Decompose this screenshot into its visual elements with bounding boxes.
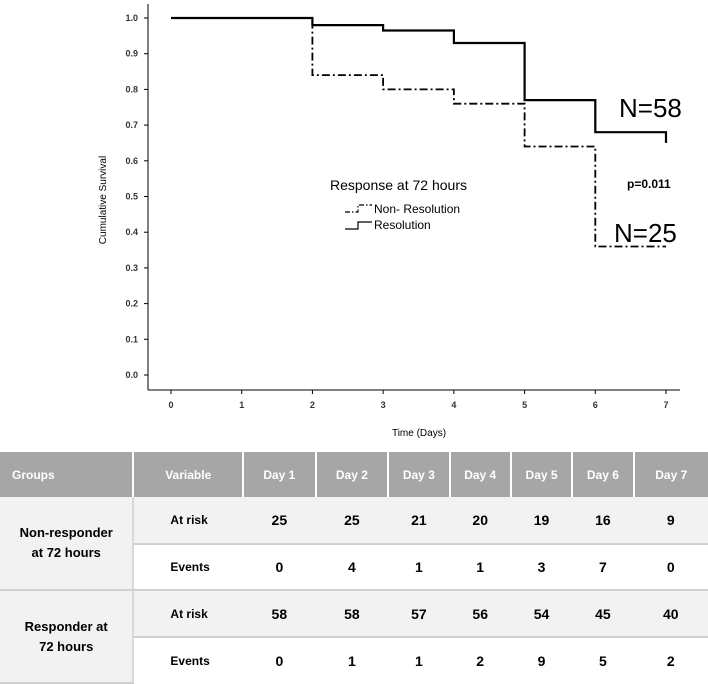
value-cell: 58 [243, 590, 316, 637]
table-header-row [0, 452, 708, 497]
value-cell: 3 [511, 544, 572, 590]
group-label-line1: Non-responder [19, 525, 113, 540]
value-cell: 16 [572, 497, 633, 544]
header-variable: Variable [133, 452, 243, 497]
y-tick-label: 0.1 [125, 334, 138, 345]
table-row [0, 590, 708, 637]
value-cell: 1 [450, 544, 511, 590]
p-value-label: p=0.011 [627, 177, 671, 191]
value-cell: 0 [275, 652, 284, 669]
group-label-line2: at 72 hours [31, 545, 101, 560]
value-cell: 2 [666, 652, 675, 669]
n-non-resolution-label: N=25 [614, 218, 677, 248]
variable-cell: Events [133, 544, 243, 590]
y-tick-label: 0.0 [125, 370, 138, 380]
y-tick-label: 0.8 [125, 84, 138, 95]
value-cell: 40 [634, 590, 708, 637]
value-cell: 0 [243, 544, 316, 590]
x-axis-title: Time (Days) [391, 428, 447, 439]
group-label-responder [0, 590, 133, 683]
x-tick-label: 2 [309, 400, 315, 410]
header-day-7: Day 7 [634, 452, 708, 497]
group-label-line2: 72 hours [39, 638, 94, 654]
value-cell: 57 [388, 590, 449, 637]
y-tick-label: 0.3 [125, 262, 138, 273]
value-cell: 25 [243, 497, 316, 544]
legend-swatch-non-resolution [345, 205, 372, 212]
legend-label-non-resolution: Non- Resolution [374, 202, 461, 216]
variable-cell: Events [170, 653, 210, 668]
legend [330, 177, 467, 232]
y-tick-label: 0.6 [125, 155, 138, 166]
header-day-1: Day 1 [243, 452, 316, 497]
value-cell: 9 [537, 652, 546, 669]
y-axis-title: Cumulative Survival [98, 155, 109, 245]
y-tick-label: 0.2 [125, 298, 138, 309]
x-tick-label: 4 [451, 400, 457, 410]
legend-swatch-resolution [345, 222, 372, 229]
value-cell: 0 [634, 544, 708, 590]
variable-cell: At risk [133, 497, 243, 544]
value-cell: 19 [511, 497, 572, 544]
legend-title: Response at 72 hours [330, 177, 467, 193]
value-cell: 9 [634, 497, 708, 544]
value-cell: 45 [572, 590, 633, 637]
group-label-line1: Responder at [24, 618, 108, 634]
header-day-6: Day 6 [572, 452, 633, 497]
table-row [0, 497, 708, 544]
y-tick-label: 0.5 [125, 191, 138, 202]
header-day-3: Day 3 [388, 452, 449, 497]
value-cell: 1 [414, 652, 423, 669]
value-cell: 58 [316, 590, 389, 637]
n-resolution-label: N=58 [619, 93, 682, 123]
value-cell: 1 [348, 652, 356, 669]
x-tick-label: 6 [592, 400, 598, 410]
x-tick-label: 0 [168, 400, 174, 410]
x-tick-label: 3 [380, 400, 386, 410]
value-cell: 1 [388, 544, 449, 590]
y-tick-label: 0.7 [125, 120, 138, 131]
y-tick-label: 1.0 [125, 13, 138, 23]
at-risk-table [0, 452, 708, 684]
x-tick-label: 5 [522, 400, 528, 410]
header-day-4: Day 4 [450, 452, 511, 497]
value-cell: 21 [388, 497, 449, 544]
value-cell: 2 [476, 652, 485, 669]
y-tick-label: 0.9 [125, 48, 138, 59]
x-tick-label: 7 [663, 400, 669, 410]
header-groups: Groups [0, 452, 133, 497]
value-cell: 25 [316, 497, 389, 544]
value-cell: 20 [450, 497, 511, 544]
value-cell: 54 [511, 590, 572, 637]
variable-cell: At risk [133, 590, 243, 637]
series-line-resolution [171, 18, 666, 143]
header-day-5: Day 5 [511, 452, 572, 497]
value-cell: 7 [572, 544, 633, 590]
y-tick-label: 0.4 [125, 227, 138, 238]
header-day-2: Day 2 [316, 452, 389, 497]
value-cell: 5 [598, 652, 607, 669]
x-tick-label: 1 [239, 400, 245, 410]
value-cell: 56 [450, 590, 511, 637]
group-label-non-responder [0, 497, 133, 590]
legend-label-resolution: Resolution [374, 218, 431, 232]
value-cell: 4 [316, 544, 389, 590]
